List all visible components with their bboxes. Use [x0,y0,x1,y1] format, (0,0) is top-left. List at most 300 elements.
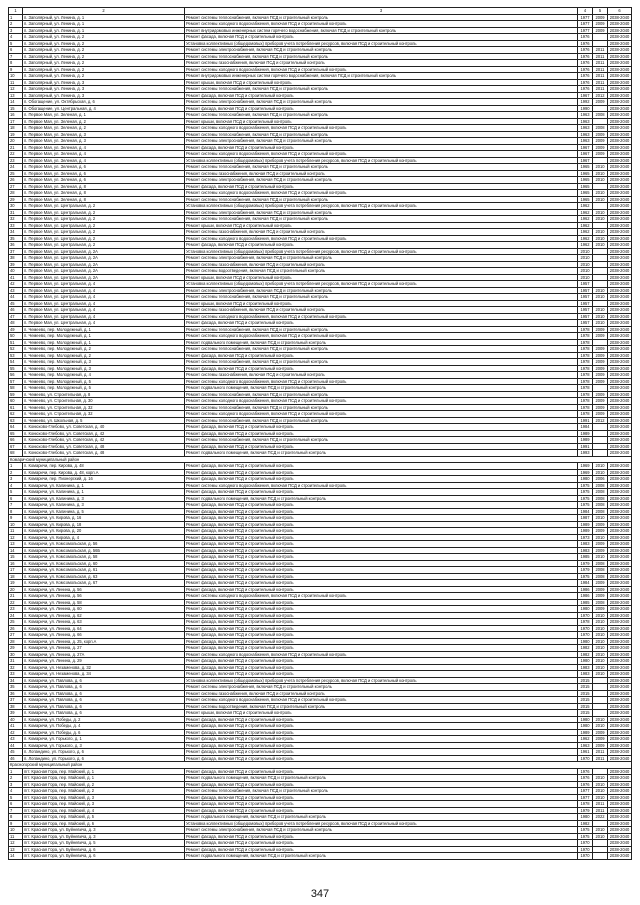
build-year-cell: 1961 [578,749,593,756]
address-cell: пгт. Красная Гора, пер. Майский, д. 2 [23,788,185,795]
work-type-cell: Ремонт фасада, включая ПСД и строительный контроль [185,183,578,190]
planned-period-cell: 2038-2040 [608,255,632,262]
build-year-cell: 1976 [578,781,593,788]
row-index-cell: 56 [9,372,23,379]
repair-year-cell: 2010 [593,287,608,294]
repair-year-cell: 2008 [593,573,608,580]
planned-period-cell: 2038-2040 [608,814,632,821]
repair-year-cell: 2010 [593,515,608,522]
planned-period-cell: 2038-2040 [608,619,632,626]
address-cell: п. Первое Мая, ул. Центральная, д. 2 [23,216,185,223]
repair-year-cell: 2010 [593,242,608,249]
repair-year-cell: 2010 [593,320,608,327]
repair-year-cell: 2009 [593,391,608,398]
planned-period-cell: 2038-2040 [608,40,632,47]
work-type-cell: Ремонт системы холодного водоснабжения, включая ПСД и строительный контроль [185,411,578,418]
work-type-cell: Ремонт крыши, включая ПСД и строительный контроль [185,118,578,125]
planned-period-cell: 2038-2040 [608,261,632,268]
row-index-cell: 36 [9,242,23,249]
row-index-cell: 38 [9,255,23,262]
build-year-cell: 1978 [578,385,593,392]
address-cell: пгт. Красная Гора, пер. Майский, д. 1 [23,768,185,775]
build-year-cell: 1983 [578,664,593,671]
build-year-cell: 1957 [578,307,593,314]
planned-period-cell: 2038-2040 [608,775,632,782]
page-number: 347 [310,888,330,900]
work-type-cell: Ремонт системы теплоснабжения, включая ПСД и строительный контроль [185,346,578,353]
planned-period-cell: 2038-2040 [608,508,632,515]
repair-year-cell: 2009 [593,365,608,372]
row-index-cell: 46 [9,755,23,762]
address-cell: п. Комаричи, ул. Ленина, д. 66 [23,632,185,639]
work-type-cell: Ремонт фасада, включая ПСД и строительный контроль [185,463,578,470]
document-page [8,7,631,860]
row-index-cell: 9 [9,820,23,827]
address-cell: п. Комаричи, ул. Калинина, д. 1 [23,489,185,496]
planned-period-cell: 2038-2040 [608,521,632,528]
repair-year-cell: 2011 [593,749,608,756]
row-index-cell: 55 [9,365,23,372]
row-index-cell: 1 [9,463,23,470]
work-type-cell: Ремонт крыши, включая ПСД и строительный контроль [185,300,578,307]
planned-period-cell: 2038-2040 [608,599,632,606]
row-index-cell: 49 [9,326,23,333]
work-type-cell: Ремонт фасада, включая ПСД и строительный контроль [185,638,578,645]
planned-period-cell: 2038-2040 [608,144,632,151]
build-year-cell: 1957 [578,300,593,307]
build-year-cell: 1980 [578,814,593,821]
build-year-cell: 1963 [578,742,593,749]
repair-year-cell [593,853,608,860]
work-type-cell: Ремонт внутридомовых инженерных систем горячего водоснабжения, включая ПСД и строительный контроль [185,73,578,80]
row-index-cell: 9 [9,66,23,73]
header-col-6: 6 [608,8,632,15]
row-index-cell: 61 [9,404,23,411]
planned-period-cell: 2038-2040 [608,391,632,398]
build-year-cell: 1992 [578,99,593,106]
planned-period-cell: 2038-2040 [608,502,632,509]
address-cell: п. Чемеево, пер. Молодежный, д. 5 [23,378,185,385]
work-type-cell: Ремонт системы теплоснабжения, включая ПСД и строительный контроль [185,53,578,60]
address-cell: п. Комаричи, ул. Кирова, д. 16 [23,515,185,522]
work-type-cell: Ремонт фасада, включая ПСД и строительный контроль [185,846,578,853]
work-type-cell: Ремонт системы холодного водоснабжения, включая ПСД и строительный контроль [185,313,578,320]
build-year-cell: 1977 [578,21,593,28]
repair-year-cell: 2009 [593,359,608,366]
work-type-cell: Ремонт системы холодного водоснабжения, включая ПСД и строительный контроль [185,378,578,385]
work-type-cell: Ремонт фасада, включая ПСД и строительный контроль [185,658,578,665]
row-index-cell: 44 [9,294,23,301]
planned-period-cell: 2038-2040 [608,86,632,93]
address-cell: п. Заполярный, ул. Ленина, д. 2 [23,66,185,73]
repair-year-cell: 2010 [593,827,608,834]
address-cell: п. Комаричи, ул. Ленина, д. 58 [23,599,185,606]
address-cell: п. Чемеево, пер. Молодежный, д. 1 [23,326,185,333]
build-year-cell: 1978 [578,365,593,372]
planned-period-cell: 2038-2040 [608,34,632,41]
repair-year-cell: 2009 [593,729,608,736]
work-type-cell: Ремонт фасада, включая ПСД и строительный контроль [185,554,578,561]
address-cell: пгт. Красная Гора, пер. Майский, д. 6 [23,820,185,827]
build-year-cell: 1989 [578,430,593,437]
row-index-cell: 41 [9,723,23,730]
row-index-cell: 38 [9,703,23,710]
build-year-cell: 1962 [578,242,593,249]
repair-year-cell: 2006 [593,476,608,483]
row-index-cell: 6 [9,47,23,54]
address-cell: п. Комаричи, ул. Ленина, д. 63 [23,619,185,626]
planned-period-cell: 2038-2040 [608,612,632,619]
work-type-cell: Ремонт системы электроснабжения, включая ПСД и строительный контроль [185,827,578,834]
address-cell: п. Чемеево, ул. Строительная, д. 32 [23,411,185,418]
row-index-cell: 42 [9,281,23,288]
row-index-cell: 23 [9,157,23,164]
row-index-cell: 10 [9,521,23,528]
repair-year-cell: 2009 [593,144,608,151]
planned-period-cell: 2038-2040 [608,404,632,411]
planned-period-cell: 2038-2040 [608,749,632,756]
address-cell: п. Комаричи, ул. Ленина, д. 60 [23,606,185,613]
build-year-cell: 1984 [578,508,593,515]
planned-period-cell: 2038-2040 [608,164,632,171]
row-index-cell: 35 [9,684,23,691]
build-year-cell: 1970 [578,846,593,853]
work-type-cell: Ремонт крыши, включая ПСД и строительный контроль [185,710,578,717]
row-index-cell: 4 [9,34,23,41]
repair-year-cell: 2010 [593,625,608,632]
address-cell: п. Первое Мая, ул. Зеленая, д. 6 [23,177,185,184]
work-type-cell: Ремонт фасада, включая ПСД и строительный контроль [185,534,578,541]
work-type-cell: Ремонт крыши, включая ПСД и строительный контроль [185,222,578,229]
build-year-cell: 1977 [578,27,593,34]
address-cell: пгт. Красная Гора, пер. Майский, д. 1 [23,775,185,782]
address-cell: п. Комаричи, ул. Комсомольская, д. 63 [23,573,185,580]
repair-year-cell: 2009 [593,138,608,145]
build-year-cell: 1975 [578,489,593,496]
work-type-cell: Ремонт фасада, включая ПСД и строительный контроль [185,469,578,476]
row-index-cell: 58 [9,385,23,392]
address-cell: п. Заполярный, ул. Ленина, д. 1 [23,27,185,34]
address-cell: п. Комаричи, ул. Победы, д. 6 [23,729,185,736]
address-cell: п. Первое Мая, ул. Центральная, д. 4 [23,320,185,327]
planned-period-cell: 2038-2040 [608,47,632,54]
work-type-cell: Ремонт системы электроснабжения, включая ПСД и строительный контроль [185,209,578,216]
address-cell: п. Комаричи, ул. Комсомольская, д. 61 [23,567,185,574]
repair-year-cell: 2010 [593,313,608,320]
address-cell: п. Первое Мая, ул. Центральная, д. 4 [23,307,185,314]
work-type-cell: Ремонт подвального помещения, включая ПСД и строительный контроль [185,775,578,782]
build-year-cell: 1977 [578,794,593,801]
address-cell: п. Обогащение, ул. Октябрьская, д. 6 [23,99,185,106]
build-year-cell: 1980 [578,606,593,613]
planned-period-cell: 2038-2040 [608,801,632,808]
build-year-cell: 1973 [578,534,593,541]
repair-year-cell: 2011 [593,755,608,762]
build-year-cell: 1963 [578,131,593,138]
header-col-3: 3 [185,8,578,15]
planned-period-cell: 2038-2040 [608,534,632,541]
planned-period-cell: 2038-2040 [608,378,632,385]
address-cell: п. Заполярный, ул. Ленина, д. 3 [23,79,185,86]
address-cell: пгт. Красная Гора, пер. Майский, д. 4 [23,807,185,814]
planned-period-cell: 2038-2040 [608,242,632,249]
work-type-cell: Ремонт фасада, включая ПСД и строительный контроль [185,749,578,756]
repair-year-cell: 2009 [593,352,608,359]
repair-year-cell: 2010 [593,619,608,626]
row-index-cell: 3 [9,781,23,788]
planned-period-cell: 2038-2040 [608,463,632,470]
row-index-cell: 11 [9,833,23,840]
planned-period-cell: 2038-2040 [608,177,632,184]
work-type-cell: Ремонт системы теплоснабжения, включая ПСД и строительный контроль [185,788,578,795]
row-index-cell: 60 [9,398,23,405]
row-index-cell: 39 [9,261,23,268]
repair-year-cell: 2009 [593,398,608,405]
repair-year-cell: 2010 [593,781,608,788]
build-year-cell: 1976 [578,768,593,775]
build-year-cell: 1978 [578,378,593,385]
row-index-cell: 48 [9,320,23,327]
build-year-cell: 1970 [578,755,593,762]
build-year-cell: 1984 [578,424,593,431]
row-index-cell: 34 [9,229,23,236]
work-type-cell: Ремонт подвального помещения, включая ПСД и строительный контроль [185,450,578,457]
planned-period-cell: 2038-2040 [608,476,632,483]
address-cell: п. Комаричи, ул. Комсомольская, д. 60 [23,560,185,567]
repair-year-cell: 2010 [593,229,608,236]
build-year-cell: 1976 [578,60,593,67]
repair-year-cell: 2009 [593,27,608,34]
work-type-cell: Ремонт фасада, включая ПСД и строительный контроль [185,768,578,775]
repair-year-cell: 2009 [593,736,608,743]
planned-period-cell: 2038-2040 [608,372,632,379]
row-index-cell: 25 [9,619,23,626]
build-year-cell: 1970 [578,853,593,860]
build-year-cell: 1962 [578,235,593,242]
work-type-cell: Установка коллективных (общедомовых) приборов учета потребления ресурсов, включая ПСД и строительный контроль [185,820,578,827]
build-year-cell: 1962 [578,222,593,229]
planned-period-cell: 2038-2040 [608,287,632,294]
address-cell: п. Первое Мая, ул. Центральная, д. 4 [23,281,185,288]
row-index-cell: 63 [9,417,23,424]
build-year-cell: 1989 [578,437,593,444]
planned-period-cell: 2038-2040 [608,554,632,561]
row-index-cell: 21 [9,593,23,600]
repair-year-cell: 2010 [593,723,608,730]
planned-period-cell: 2038-2040 [608,333,632,340]
work-type-cell: Ремонт фасада, включая ПСД и строительный контроль [185,34,578,41]
address-cell: п. Первое Мая, ул. Зеленая, д. 3 [23,138,185,145]
work-type-cell: Ремонт подвального помещения, включая ПСД и строительный контроль [185,814,578,821]
row-index-cell: 28 [9,638,23,645]
row-index-cell: 67 [9,443,23,450]
address-cell: пгт. Красная Гора, пер. Майский, д. 5 [23,814,185,821]
build-year-cell: 1957 [578,320,593,327]
build-year-cell: 1976 [578,79,593,86]
work-type-cell: Ремонт фасада, включая ПСД и строительный контроль [185,365,578,372]
build-year-cell: 1985 [578,554,593,561]
work-type-cell: Ремонт фасада, включая ПСД и строительный контроль [185,476,578,483]
repair-year-cell: 2011 [593,807,608,814]
address-cell: п. Первое Мая, ул. Центральная, д. 4 [23,300,185,307]
planned-period-cell: 2038-2040 [608,274,632,281]
build-year-cell: 1989 [578,528,593,535]
address-cell: п. Чемеево, ул. Строительная, д. 32 [23,404,185,411]
work-type-cell: Ремонт фасада, включая ПСД и строительный контроль [185,840,578,847]
work-type-cell: Ремонт фасада, включая ПСД и строительный контроль [185,723,578,730]
repair-year-cell: 2009 [593,606,608,613]
row-index-cell: 28 [9,190,23,197]
build-year-cell: 1986 [578,593,593,600]
row-index-cell: 27 [9,183,23,190]
work-type-cell: Установка коллективных (общедомовых) приборов учета потребления ресурсов, включая ПСД и строительный контроль [185,157,578,164]
planned-period-cell: 2038-2040 [608,99,632,106]
address-cell: п. Комаричи, ул. Павлова, д. 6 [23,677,185,684]
build-year-cell: 1978 [578,801,593,808]
build-year-cell: 2010 [578,261,593,268]
row-index-cell: 29 [9,645,23,652]
build-year-cell: 1976 [578,66,593,73]
work-type-cell: Ремонт крыши, включая ПСД и строительный контроль [185,79,578,86]
planned-period-cell: 2038-2040 [608,840,632,847]
address-cell: п. Чемеево, пер. Молодежный, д. 1 [23,339,185,346]
build-year-cell: 1978 [578,326,593,333]
planned-period-cell: 2038-2040 [608,248,632,255]
build-year-cell: 1970 [578,612,593,619]
work-type-cell: Ремонт фасада, включая ПСД и строительный контроль [185,105,578,112]
row-index-cell: 12 [9,86,23,93]
build-year-cell: 1978 [578,352,593,359]
row-index-cell: 50 [9,333,23,340]
planned-period-cell: 2038-2040 [608,209,632,216]
address-cell: п. Первое Мая, ул. Зеленая, д. 3 [23,131,185,138]
build-year-cell: 1965 [578,190,593,197]
row-index-cell: 33 [9,222,23,229]
row-index-cell: 25 [9,170,23,177]
address-cell: п. Заполярный, ул. Ленина, д. 1 [23,21,185,28]
repair-year-cell: 2009 [593,326,608,333]
build-year-cell: 1965 [578,164,593,171]
work-type-cell: Ремонт фасада, включая ПСД и строительный контроль [185,502,578,509]
planned-period-cell: 2038-2040 [608,781,632,788]
work-type-cell: Ремонт системы газоснабжения, включая ПСД и строительный контроль [185,690,578,697]
planned-period-cell: 2038-2040 [608,183,632,190]
build-year-cell: 1967 [578,157,593,164]
work-type-cell: Ремонт системы электроснабжения, включая ПСД и строительный контроль [185,684,578,691]
planned-period-cell: 2038-2040 [608,482,632,489]
row-index-cell: 26 [9,177,23,184]
build-year-cell: 1976 [578,73,593,80]
planned-period-cell: 2038-2040 [608,268,632,275]
planned-period-cell: 2038-2040 [608,625,632,632]
work-type-cell: Ремонт фасада, включая ПСД и строительный контроль [185,573,578,580]
repair-year-cell: 2012 [593,92,608,99]
build-year-cell: 1962 [578,229,593,236]
planned-period-cell: 2038-2040 [608,788,632,795]
row-index-cell: 24 [9,164,23,171]
row-index-cell: 13 [9,541,23,548]
work-type-cell: Ремонт фасада, включая ПСД и строительный контроль [185,632,578,639]
row-index-cell: 18 [9,125,23,132]
build-year-cell: 1978 [578,391,593,398]
row-index-cell: 18 [9,573,23,580]
address-cell: п. Чемеево, ул. Школьная, д. 5 [23,417,185,424]
build-year-cell: 1962 [578,216,593,223]
row-index-cell: 3 [9,476,23,483]
build-year-cell: 1967 [578,144,593,151]
address-cell: п. Первое Мая, ул. Центральная, д. 4 [23,313,185,320]
work-type-cell: Ремонт системы теплоснабжения, включая ПСД и строительный контроль [185,294,578,301]
repair-year-cell: 2011 [593,801,608,808]
repair-year-cell: 2010 [593,216,608,223]
planned-period-cell: 2038-2040 [608,664,632,671]
row-index-cell: 31 [9,209,23,216]
address-cell: п. Комаричи, ул. Калинина, д. 1 [23,482,185,489]
build-year-cell: 1970 [578,625,593,632]
address-cell: п. Первое Мая, ул. Центральная, д. 2А [23,248,185,255]
build-year-cell: 1978 [578,333,593,340]
build-year-cell: 1987 [578,515,593,522]
work-type-cell: Ремонт системы теплоснабжения, включая ПСД и строительный контроль [185,437,578,444]
row-index-cell: 37 [9,697,23,704]
work-type-cell: Ремонт фасада, включая ПСД и строительный контроль [185,320,578,327]
row-index-cell: 40 [9,716,23,723]
repair-year-cell: 2010 [593,658,608,665]
build-year-cell: 1978 [578,619,593,626]
planned-period-cell: 2038-2040 [608,430,632,437]
repair-year-cell: 2009 [593,521,608,528]
address-cell: п. Первое Мая, ул. Центральная, д. 2А [23,268,185,275]
work-type-cell: Ремонт системы холодного водоснабжения, включая ПСД и строительный контроль [185,651,578,658]
planned-period-cell: 2038-2040 [608,79,632,86]
work-type-cell: Ремонт системы теплоснабжения, включая ПСД и строительный контроль [185,417,578,424]
address-cell: п. Лопандино, ул. Горького, д. 6 [23,749,185,756]
work-type-cell: Ремонт фасада, включая ПСД и строительный контроль [185,242,578,249]
build-year-cell: 2010 [578,255,593,262]
address-cell: п. Комаричи, ул. Ленина, д. 62 [23,612,185,619]
work-type-cell: Ремонт фасада, включая ПСД и строительный контроль [185,781,578,788]
work-type-cell: Ремонт системы газоснабжения, включая ПСД и строительный контроль [185,60,578,67]
row-index-cell: 19 [9,131,23,138]
row-index-cell: 24 [9,612,23,619]
planned-period-cell: 2038-2040 [608,21,632,28]
repair-year-cell: 2010 [593,235,608,242]
repair-year-cell: 2009 [593,411,608,418]
address-cell: п. Конюхово-Глебово, ул. Советская, д. 48 [23,450,185,457]
work-type-cell: Ремонт системы газоснабжения, включая ПСД и строительный контроль [185,229,578,236]
repair-year-cell: 2010 [593,307,608,314]
planned-period-cell: 2038-2040 [608,768,632,775]
row-index-cell: 42 [9,729,23,736]
build-year-cell: 1977 [578,14,593,21]
row-index-cell: 32 [9,216,23,223]
work-type-cell: Ремонт фасада, включая ПСД и строительный контроль [185,541,578,548]
build-year-cell: 1993 [578,450,593,457]
build-year-cell: 1963 [578,118,593,125]
planned-period-cell: 2038-2040 [608,131,632,138]
repair-year-cell: 2009 [593,14,608,21]
repair-year-cell: 2010 [593,190,608,197]
work-type-cell: Ремонт системы газоснабжения, включая ПСД и строительный контроль [185,307,578,314]
build-year-cell: 1980 [578,723,593,730]
build-year-cell: 2010 [578,248,593,255]
work-type-cell: Ремонт системы теплоснабжения, включая ПСД и строительный контроль [185,216,578,223]
build-year-cell: 1980 [578,476,593,483]
build-year-cell: 1963 [578,138,593,145]
address-cell: п. Комаричи, ул. Ленина, д. 64 [23,625,185,632]
row-index-cell: 8 [9,60,23,67]
address-cell: п. Первое Мая, ул. Центральная, д. 2А [23,255,185,262]
